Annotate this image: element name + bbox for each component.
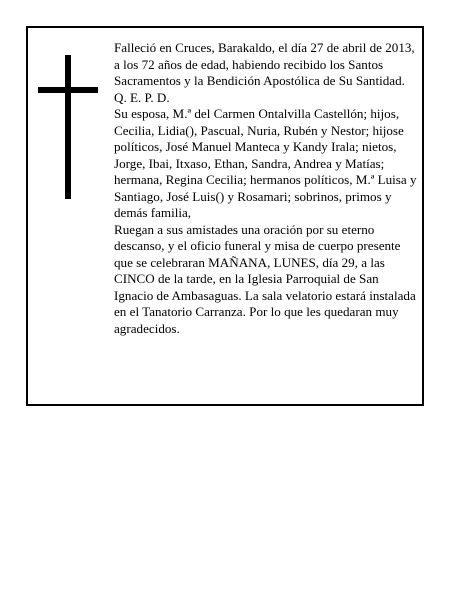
death-announcement: Falleció en Cruces, Barakaldo, el día 27 de abril de 2013, a los 72 años de edad, habiendo recibido los Santos Sacramentos y la Bendición Apostólica de Su Santidad. (114, 40, 415, 88)
cross-horizontal-bar (38, 87, 98, 93)
family-list: Su esposa, M.ª del Carmen Ontalvilla Castellón; hijos, Cecilia, Lidia(), Pascual, Nuria, Rubén y Nestor; hijose políticos, José Manuel Manteca y Kandy Irala; nietos, Jorge, Ibai, Itxaso, Ethan, Sandra, Andrea y Matías; hermana, Regina Cecilia; hermanos políticos, M.ª Luisa y Santiago, José Luis() y Rosamari; sobrinos, primos y demás familia, (114, 106, 417, 220)
cross-icon (38, 55, 98, 199)
notice-text (114, 40, 420, 337)
funeral-details: Ruegan a sus amistades una oración por su eterno descanso, y el oficio funeral y misa de cuerpo presente que se celebraran MAÑANA, LUNES, día 29, a las CINCO de la tarde, en la Iglesia Parroquial de San Ignacio de Ambasaguas. La sala velatorio estará instalada en el Tanatorio Carranza. Por lo que les quedaran muy agradecidos. (114, 221, 416, 336)
obituary-notice (26, 26, 424, 406)
rip-line: Q. E. P. D. (114, 89, 170, 105)
cross-vertical-bar (65, 55, 71, 199)
